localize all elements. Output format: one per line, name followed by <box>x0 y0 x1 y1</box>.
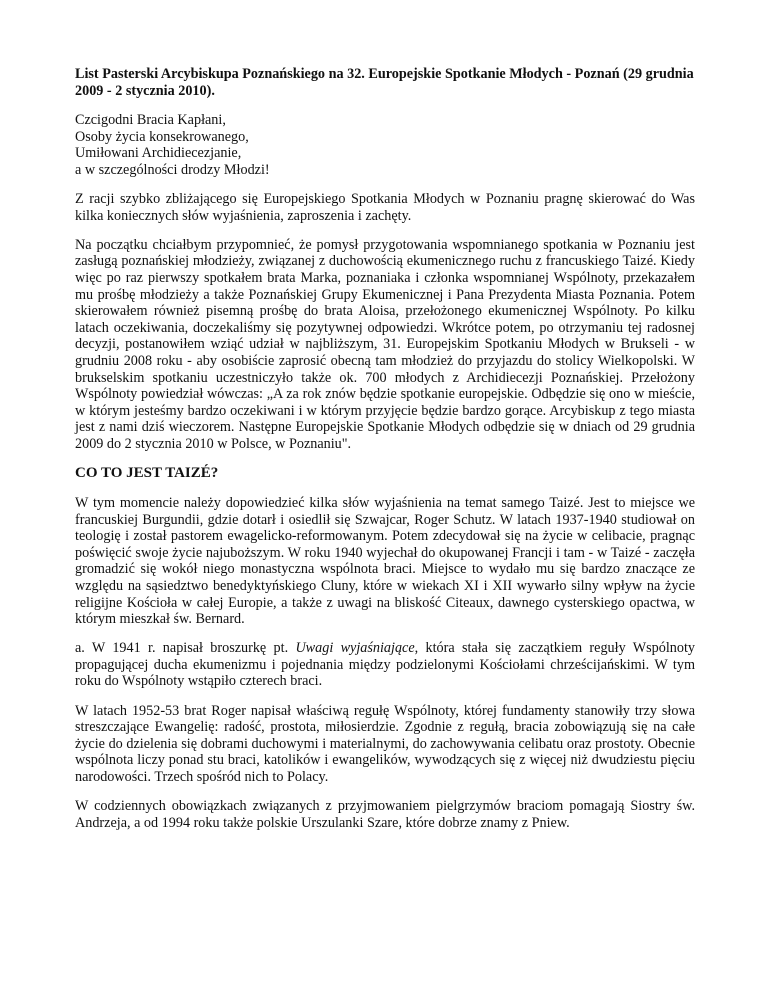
body-paragraph: W latach 1952-53 brat Roger napisał właściwą regułę Wspólnoty, której fundamenty stanowiły trzy słowa streszczające Ewangelię: radość, prostota, miłosierdzie. Zgodnie z regułą, bracia zobowiązują się na całe życie do dzielenia się dobrami duchowymi i materialnymi, do zachowywania celibatu oraz prostoty. Obecnie wspólnota liczy ponad stu braci, katolików i ewangelików, wywodzących się z więcej niż dwudziestu pięciu narodowości. Trzech spośród nich to Polacy. <box>75 702 695 785</box>
salutation-line: a w szczególności drodzy Młodzi! <box>75 161 270 178</box>
intro-paragraph: Na początku chciałbym przypomnieć, że pomysł przygotowania wspomnianego spotkania w Poznaniu jest zasługą poznańskiej młodzieży, związanej z duchowością ekumenicznego ruchu z francuskiego Taizé. Kiedy więc po raz pierwszy spotkałem brata Marka, poznaniaka i członka wspomnianej Wspólnoty, przekazałem mu prośbę młodzieży a także Poznańskiej Grupy Ekumenicznej i Pana Prezydenta Miasta Poznania. Potem skierowałem również pisemną prośbę do brata Aloisa, przełożonego ekumenicznej Wspólnoty. Po kilku latach oczekiwania, doczekaliśmy się pozytywnej odpowiedzi. Wkrótce potem, po otrzymaniu tej radosnej decyzji, postanowiłem wziąć udział w najbliższym, 31. Europejskim Spotkaniu Młodych w Brukseli - w grudniu 2008 roku - aby osobiście zaprosić obecną tam młodzież do przyjazdu do stolicy Wielkopolski. W brukselskim spotkaniu uczestniczyło także ok. 700 młodych z Archidiecezji Poznańskiej. Przełożony Wspólnoty powiedział wówczas: „A za rok znów będzie spotkanie europejskie. Odbędzie się ono w mieście, w którym jesteśmy bardzo oczekiwani i w którym przyjęcie będzie bardzo gorące. Arcybiskup z tego miasta jest z nami dziś wieczorem. Następne Europejskie Spotkanie Młodych odbędzie się w dniach od 29 grudnia 2009 do 2 stycznia 2010 w Polsce, w Poznaniu". <box>75 236 695 452</box>
intro-paragraph: Z racji szybko zbliżającego się Europejskiego Spotkania Młodych w Poznaniu pragnę skierować do Was kilka koniecznych słów wyjaśnienia, zaproszenia i zachęty. <box>75 191 695 224</box>
body-paragraph: W tym momencie należy dopowiedzieć kilka słów wyjaśnienia na temat samego Taizé. Jest to miejsce we francuskiej Burgundii, gdzie dotarł i osiedlił się Szwajcar, Roger Schutz. W latach 1937-1940 studiował on teologię i został pastorem ewagelicko-reformowanym. Potem zdecydował się na życie w celibacie, pragnąc poświęcić swoje życie najuboższym. W roku 1940 wyjechał do okupowanej Francji i tam - w Taizé - zaczęła gromadzić się wokół niego monastyczna wspólnota braci. Miejsce to wydało mu się bardzo znaczące ze względu na sąsiedztwo benedyktyńskiego Cluny, które w wiekach XI i XII wywarło silny wpływ na życie religijne Kościoła w całej Europie, a także z uwagi na bliskość Citeaux, dawnego cysterskiego opactwa, w którym mieszkał św. Bernard. <box>75 494 695 628</box>
salutation-line: Czcigodni Bracia Kapłani, <box>75 112 226 129</box>
paragraph-text: a. W 1941 r. napisał broszurkę pt. <box>75 640 296 657</box>
section-heading: CO TO JEST TAIZÉ? <box>75 464 219 481</box>
document-page <box>75 66 695 844</box>
body-paragraph-1941 <box>75 640 695 690</box>
body-paragraph: W codziennych obowiązkach związanych z przyjmowaniem pielgrzymów braciom pomagają Siostry św. Andrzeja, a od 1994 roku także polskie Urszulanki Szare, które dobrze znamy z Pniew. <box>75 797 695 831</box>
salutation-line: Umiłowani Archidiecezjanie, <box>75 145 242 162</box>
paragraph-text: , która stała się zaczątkiem reguły Wspólnoty propagującej ducha ekumenizmu i pojednania między podzielonymi Kościołami chrześcijańskimi. W tym roku do Wspólnoty wstąpiło czterech braci. <box>75 640 695 690</box>
italic-title: Uwagi wyjaśniające <box>295 640 415 657</box>
salutation <box>75 112 695 178</box>
salutation-line: Osoby życia konsekrowanego, <box>75 128 249 145</box>
document-title: List Pasterski Arcybiskupa Poznańskiego na 32. Europejskie Spotkanie Młodych - Poznań (29 grudnia 2009 - 2 stycznia 2010). <box>75 66 694 99</box>
